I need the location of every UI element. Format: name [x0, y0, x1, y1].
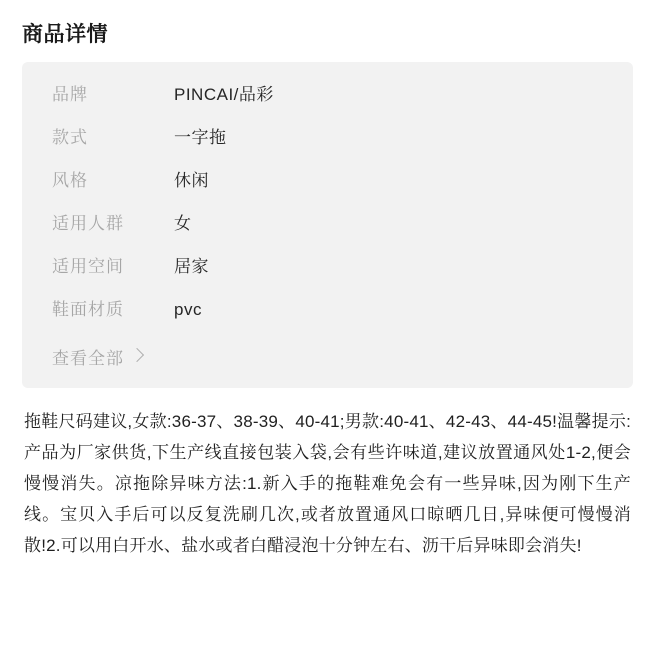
spec-row [22, 252, 633, 295]
spec-value: PINCAI/品彩 [174, 85, 274, 104]
spec-row [22, 123, 633, 166]
page-title: 商品详情 [22, 23, 108, 46]
spec-label: 鞋面材质 [52, 300, 124, 319]
spec-row [22, 295, 633, 338]
spec-value: 休闲 [174, 171, 209, 190]
spec-value: 居家 [174, 257, 209, 276]
spec-label: 品牌 [52, 85, 88, 104]
spec-row [22, 166, 633, 209]
view-all-specs-button[interactable] [22, 338, 633, 374]
spec-label: 款式 [52, 128, 88, 147]
spec-value: 一字拖 [174, 128, 227, 147]
chevron-right-icon [130, 348, 144, 362]
product-description: 拖鞋尺码建议,女款:36-37、38-39、40-41;男款:40-41、42-43、44-45!温馨提示:产品为厂家供货,下生产线直接包装入袋,会有些许味道,建议放置通风处1-2,便会慢慢消失。凉拖除异味方法:1.新入手的拖鞋难免会有一些异味,因为刚下生产线。宝贝入手后可以反复洗刷几次,或者放置通风口晾晒几日,异味便可慢慢消散!2.可以用白开水、盐水或者白醋浸泡十分钟左右、沥干后异味即会消失! [24, 412, 631, 555]
view-all-label: 查看全部 [52, 348, 124, 368]
spec-card [22, 62, 633, 388]
spec-row [22, 80, 633, 123]
spec-row [22, 209, 633, 252]
spec-value: pvc [174, 300, 202, 319]
spec-value: 女 [174, 214, 192, 233]
spec-label: 风格 [52, 171, 88, 190]
spec-label: 适用空间 [52, 257, 124, 276]
spec-label: 适用人群 [52, 214, 124, 233]
